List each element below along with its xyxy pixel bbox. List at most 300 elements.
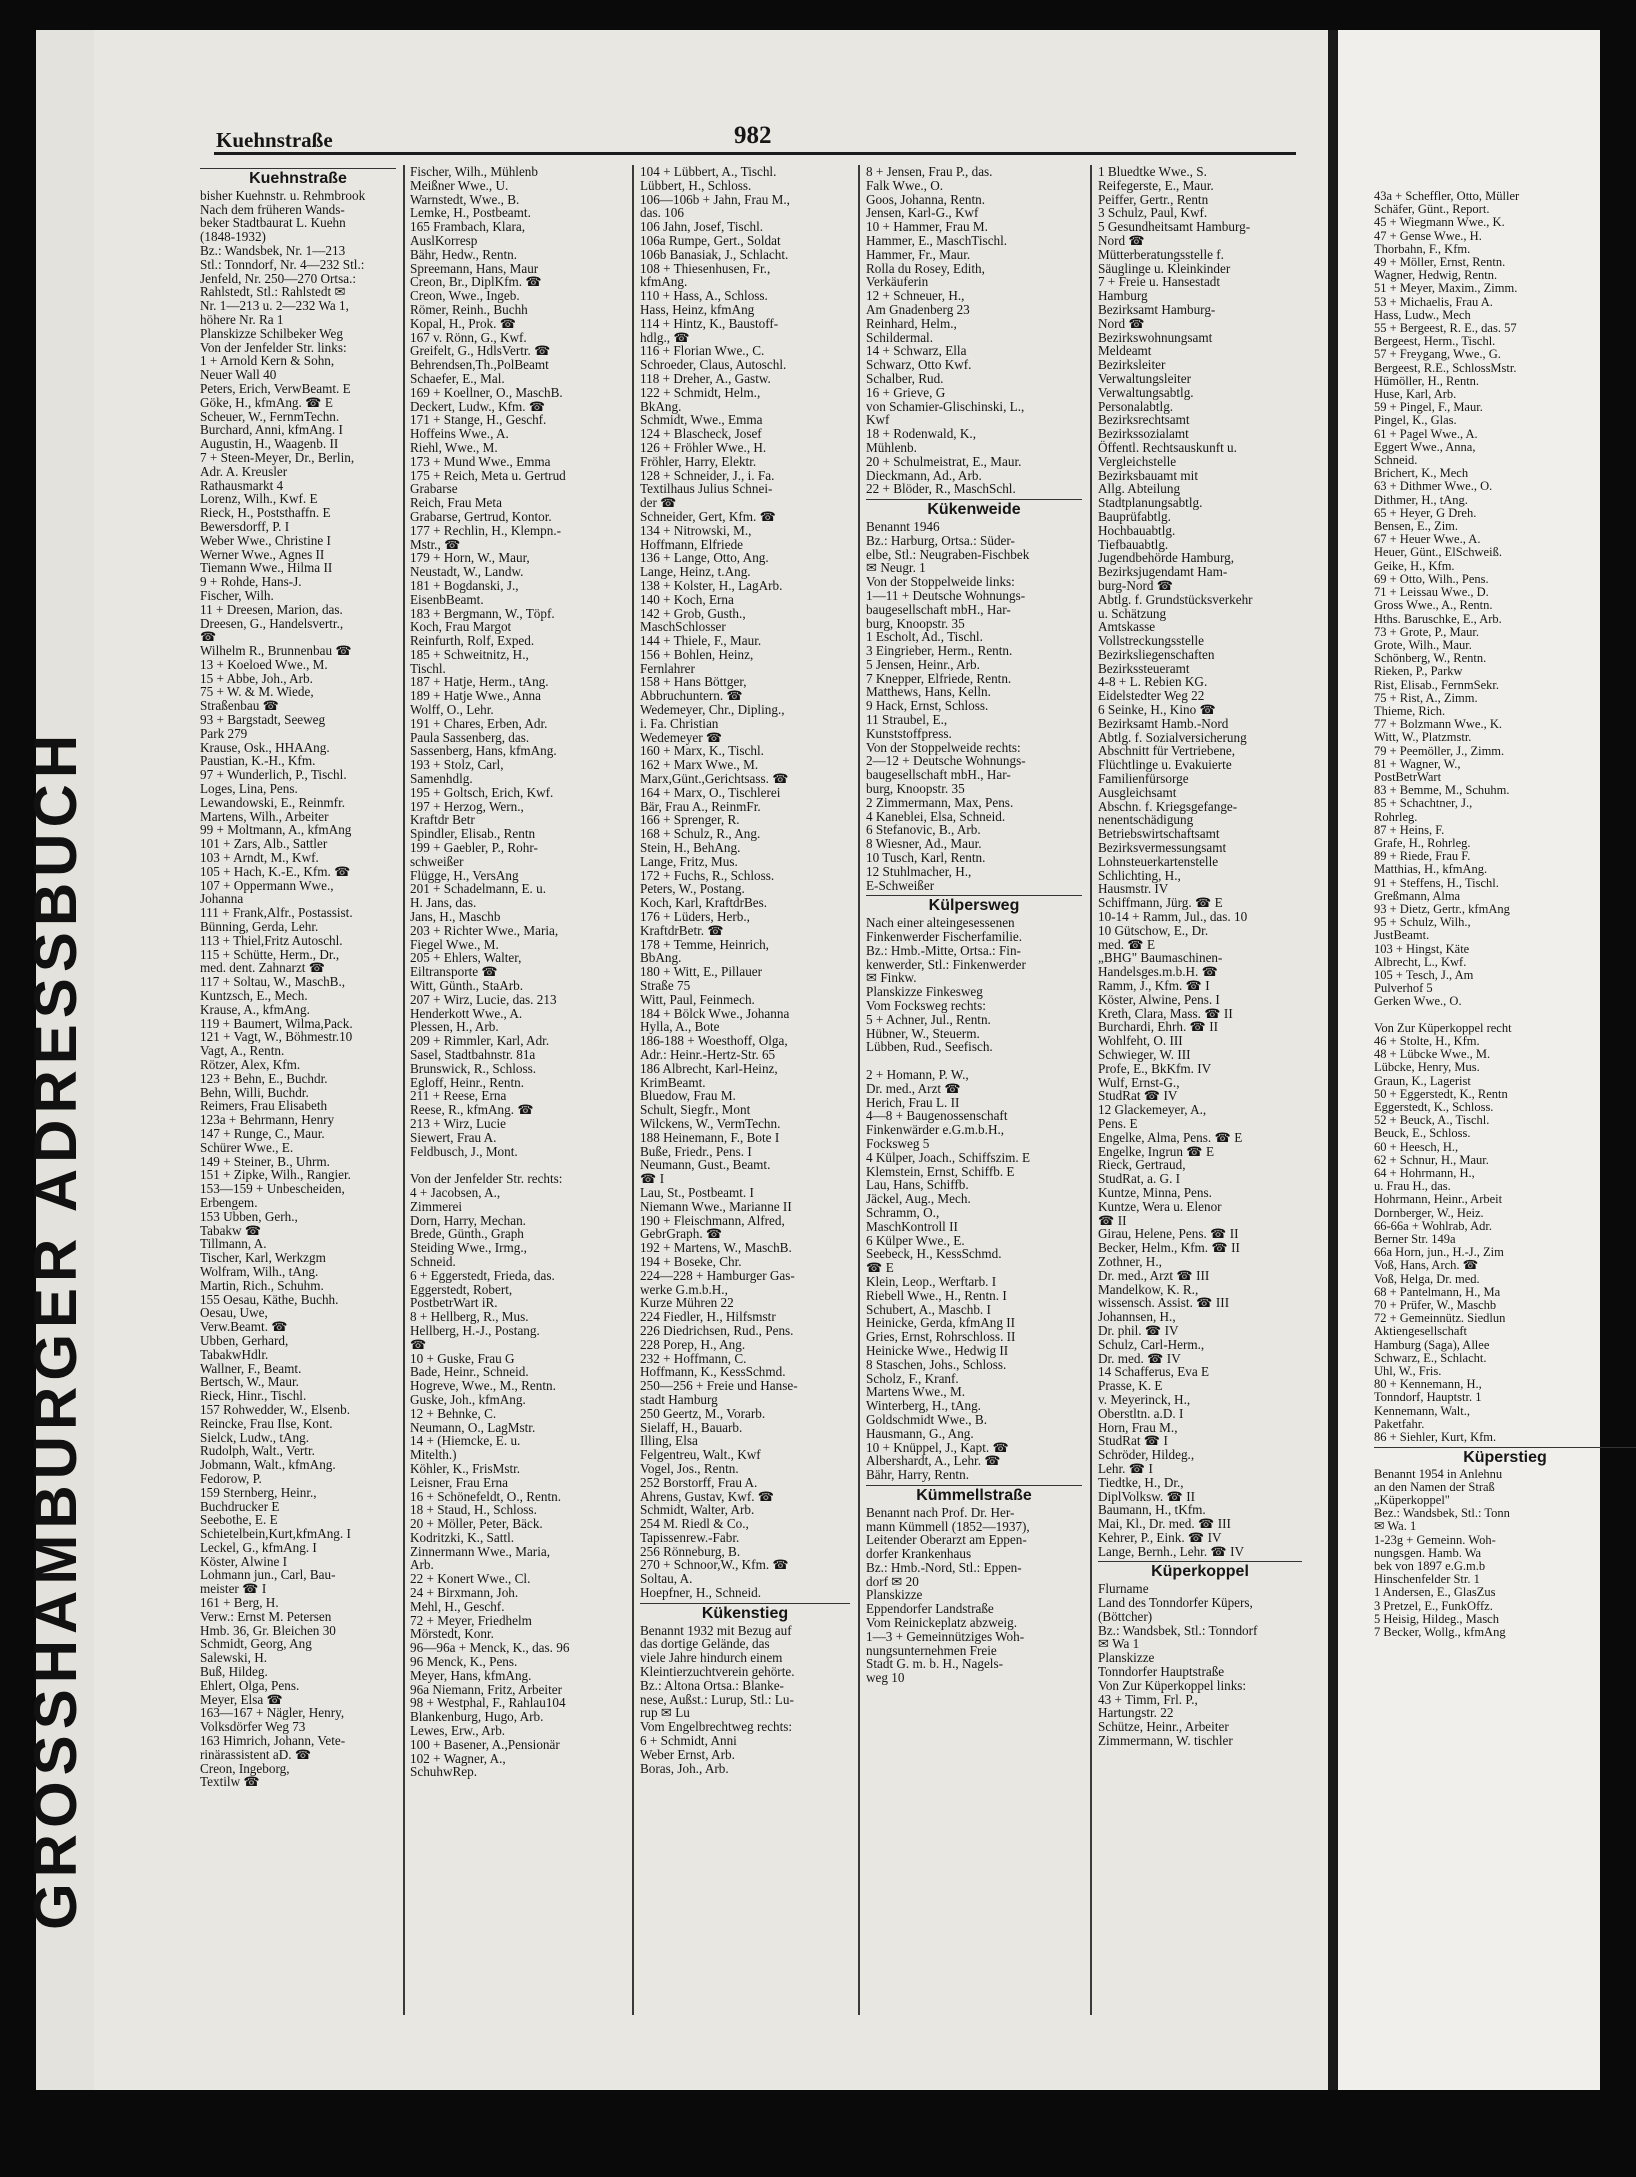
directory-entry: 91 + Steffens, H., Tischl. xyxy=(1374,875,1499,890)
directory-entry: 12 + Behnke, C. xyxy=(410,1405,497,1421)
directory-entry: Neumann, Gust., Beamt. xyxy=(640,1157,771,1173)
directory-entry: 3 Eingrieber, Herm., Rentn. xyxy=(866,643,1013,659)
directory-entry: dorf ✉ 20 xyxy=(866,1573,919,1589)
directory-entry: Schönberg, W., Rentn. xyxy=(1374,651,1487,666)
directory-entry: 57 + Freygang, Wwe., G. xyxy=(1374,347,1501,362)
running-head: Kuehnstraße xyxy=(216,128,333,152)
directory-entry: 153 Ubben, Gerh., xyxy=(200,1208,298,1224)
directory-entry: Tiefbauabtlg. xyxy=(1098,536,1169,552)
directory-entry: dorfer Krankenhaus xyxy=(866,1546,972,1562)
directory-entry: Kunststoffpress. xyxy=(866,725,952,741)
directory-entry: 47 + Gense Wwe., H. xyxy=(1374,228,1482,243)
directory-entry: Leisner, Frau Erna xyxy=(410,1474,508,1490)
directory-entry: Bewersdorff, P. I xyxy=(200,518,290,534)
directory-entry: Schietelbein,Kurt,kfmAng. I xyxy=(200,1526,351,1542)
directory-entry: bisher Kuehnstr. u. Rehmbrook xyxy=(200,187,366,203)
directory-entry: Soltau, A. xyxy=(640,1571,693,1587)
directory-entry: Tonndorfer Hauptstraße xyxy=(1098,1664,1225,1680)
column-rule xyxy=(632,165,634,2015)
directory-entry: 1—11 + Deutsche Wohnungs- xyxy=(866,587,1026,603)
directory-entry: 3 Schulz, Paul, Kwf. xyxy=(1098,205,1208,221)
directory-entry: Von der Stoppelweide rechts: xyxy=(866,739,1021,755)
directory-entry: 169 + Koellner, O., MaschB. xyxy=(410,384,563,400)
directory-entry: Am Gnadenberg 23 xyxy=(866,301,970,317)
directory-entry: Goos, Johanna, Rentn. xyxy=(866,191,986,207)
directory-entry: Pens. E xyxy=(1098,1115,1138,1131)
directory-entry: Schroeder, Claus, Autoschl. xyxy=(640,357,787,373)
directory-entry: Mehl, H., Geschf. xyxy=(410,1598,505,1614)
directory-entry: 157 Rohwedder, W., Elsenb. xyxy=(200,1401,351,1417)
directory-entry: Bz.: Wandsbek, Nr. 1—213 xyxy=(200,242,346,258)
directory-entry: 121 + Vagt, W., Böhmestr.10 xyxy=(200,1029,353,1045)
directory-entry: Planskizze Schilbeker Weg xyxy=(200,325,343,341)
directory-entry: Schubert, A., Maschb. I xyxy=(866,1301,991,1317)
directory-entry: Tiemann Wwe., Hilma II xyxy=(200,560,333,576)
directory-entry: Schmidt, Wwe., Emma xyxy=(640,412,763,428)
directory-entry: u. Frau H., das. xyxy=(1374,1179,1451,1194)
directory-entry: 93 + Bargstadt, Seeweg xyxy=(200,712,326,728)
directory-entry: Becker, Helm., Kfm. ☎ II xyxy=(1098,1240,1240,1256)
directory-entry: 224 Fiedler, H., Hilfsmstr xyxy=(640,1309,776,1325)
directory-entry: Kreth, Clara, Mass. ☎ II xyxy=(1098,1005,1233,1021)
directory-entry: Wedemeyer ☎ xyxy=(640,729,723,745)
directory-entry: 209 + Rimmler, Karl, Adr. xyxy=(410,1033,550,1049)
directory-entry: 70 + Prüfer, W., Maschb xyxy=(1374,1298,1497,1313)
directory-entry: Schult, Siegfr., Mont xyxy=(640,1102,751,1118)
directory-entry: Planskizze xyxy=(1098,1650,1155,1666)
directory-entry: Prasse, K. E xyxy=(1098,1378,1163,1394)
directory-entry: Focksweg 5 xyxy=(866,1135,930,1151)
directory-entry: 3 Pretzel, E., FunkOffz. xyxy=(1374,1598,1493,1613)
directory-entry: beker Stadtbaurat L. Kuehn xyxy=(200,215,346,231)
directory-entry: 187 + Hatje, Herm., tAng. xyxy=(410,674,549,690)
directory-entry: 164 + Marx, O., Tischlerei xyxy=(640,784,781,800)
directory-entry: Fischer, Wilh., Mühlenb xyxy=(410,164,538,179)
directory-entry: Voß, Helga, Dr. med. xyxy=(1374,1271,1480,1286)
directory-entry: Benannt nach Prof. Dr. Her- xyxy=(866,1504,1015,1520)
directory-entry: 4-8 + L. Rebien KG. xyxy=(1098,674,1208,690)
directory-entry: 186 Albrecht, Karl-Heinz, xyxy=(640,1060,778,1076)
directory-entry: Baumann, H., tKfm. xyxy=(1098,1502,1206,1518)
directory-entry: 75 + W. & M. Wiede, xyxy=(200,684,314,700)
directory-entry: stadt Hamburg xyxy=(640,1391,718,1407)
column-3 xyxy=(640,165,850,2045)
directory-entry: 107 + Oppermann Wwe., xyxy=(200,877,334,893)
directory-entry: 270 + Schnoor,W., Kfm. ☎ xyxy=(640,1557,789,1573)
directory-entry: Sasel, Stadtbahnstr. 81a xyxy=(410,1047,536,1062)
directory-entry: Schalber, Rud. xyxy=(866,370,944,386)
page-number: 982 xyxy=(734,122,772,149)
directory-entry: Hamburg xyxy=(1098,288,1148,304)
directory-entry: Rieken, P., Parkw xyxy=(1374,664,1463,679)
directory-entry: Schulz, Carl-Herm., xyxy=(1098,1336,1205,1352)
directory-entry: Seebeck, H., KessSchmd. xyxy=(866,1246,1002,1262)
directory-entry: Lübbert, H., Schloss. xyxy=(640,177,752,193)
street-heading: Külpersweg xyxy=(928,897,1020,915)
directory-entry: Scholz, F., Kranf. xyxy=(866,1370,959,1386)
directory-entry: Jugendbehörde Hamburg, xyxy=(1098,550,1234,566)
directory-entry: höhere Nr. Ra 1 xyxy=(200,311,284,327)
directory-entry: Mitelth.) xyxy=(410,1447,457,1463)
directory-entry: 22 + Blöder, R., MaschSchl. xyxy=(866,481,1016,497)
directory-entry: Hausmann, G., Ang. xyxy=(866,1425,974,1441)
directory-entry: Meldeamt xyxy=(1098,343,1152,359)
directory-entry: Säuglinge u. Kleinkinder xyxy=(1098,260,1231,276)
directory-entry: Graun, K., Lagerist xyxy=(1374,1073,1471,1088)
directory-entry: Thorbahn, F., Kfm. xyxy=(1374,241,1471,256)
directory-entry: 62 + Schnur, H., Maur. xyxy=(1374,1152,1489,1167)
directory-entry: 8 Staschen, Johs., Schloss. xyxy=(866,1356,1007,1372)
directory-entry: Paula Sassenberg, das. xyxy=(410,729,530,745)
directory-entry: 123 + Behn, E., Buchdr. xyxy=(200,1070,328,1086)
directory-entry: Spindler, Elisab., Rentn xyxy=(410,826,536,842)
directory-entry xyxy=(1374,1009,1636,1022)
section-rule xyxy=(866,499,1082,500)
directory-entry: Textilhaus Julius Schnei- xyxy=(640,481,773,497)
directory-entry: Abtlg. f. Grundstücksverkehr xyxy=(1098,591,1253,607)
directory-entry: ✉ Wa. 1 xyxy=(1374,1519,1417,1534)
directory-entry: 55 + Bergeest, R. E., das. 57 xyxy=(1374,321,1517,336)
directory-entry: med. dent. Zahnarzt ☎ xyxy=(200,960,326,976)
directory-entry: 66a Horn, jun., H.-J., Zim xyxy=(1374,1245,1504,1260)
directory-entry: Riehl, Wwe., M. xyxy=(410,439,498,455)
directory-entry: 7 Knepper, Elfriede, Rentn. xyxy=(866,670,1012,686)
directory-entry: Planskizze xyxy=(866,1587,923,1603)
directory-entry: Bade, Heinr., Schneid. xyxy=(410,1364,529,1380)
directory-entry: Goldschmidt Wwe., B. xyxy=(866,1411,987,1427)
directory-entry: 213 + Wirz, Lucie xyxy=(410,1115,507,1131)
directory-entry: Lübben, Rud., Seefisch. xyxy=(866,1039,993,1055)
directory-entry: Bauprüfabtlg. xyxy=(1098,508,1171,524)
directory-entry: Hoffmann, K., KessSchmd. xyxy=(640,1364,786,1380)
directory-entry: Ausgleichsamt xyxy=(1098,784,1177,800)
directory-entry: Paketfahr. xyxy=(1374,1416,1425,1431)
directory-entry: Thieme, Rich. xyxy=(1374,703,1446,718)
directory-entry: 5 Gesundheitsamt Hamburg- xyxy=(1098,219,1251,235)
directory-entry: Hochbauabtlg. xyxy=(1098,522,1176,538)
directory-entry: Buchdrucker E xyxy=(200,1498,280,1514)
directory-entry: Flüchtlinge u. Evakuierte xyxy=(1098,757,1232,773)
directory-entry: Rist, Elisab., FernmSekr. xyxy=(1374,677,1499,692)
directory-entry: 96—96a + Menck, K., das. 96 xyxy=(410,1640,570,1656)
directory-entry: Bez.: Wandsbek, Stl.: Tonn xyxy=(1374,1506,1510,1521)
directory-entry: Schröder, Hildeg., xyxy=(1098,1447,1195,1463)
directory-entry: 50 + Eggerstedt, K., Rentn xyxy=(1374,1086,1508,1101)
directory-entry: 12 Stuhlmacher, H., xyxy=(866,863,972,879)
directory-entry: Dr. phil. ☎ IV xyxy=(1098,1322,1179,1338)
directory-entry: 63 + Dithmer Wwe., O. xyxy=(1374,479,1493,494)
directory-entry: Martens Wwe., M. xyxy=(866,1384,966,1400)
directory-entry: Klemstein, Ernst, Schiffb. E xyxy=(866,1163,1015,1179)
directory-entry: 160 + Marx, K., Tischl. xyxy=(640,743,764,759)
directory-entry: 156 + Bohlen, Heinz, xyxy=(640,646,754,662)
directory-entry: Zimmerei xyxy=(410,1198,462,1214)
directory-entry: 113 + Thiel,Fritz Autoschl. xyxy=(200,932,343,948)
directory-entry: 172 + Fuchs, R., Schloss. xyxy=(640,867,775,883)
directory-entry: Rieck, Gertraud, xyxy=(1098,1157,1186,1173)
directory-entry: 168 + Schulz, R., Ang. xyxy=(640,826,761,842)
directory-entry: Erbengem. xyxy=(200,1194,258,1210)
directory-entry: Sielaff, H., Bauarb. xyxy=(640,1419,743,1435)
directory-entry: Johannsen, H., xyxy=(1098,1309,1176,1325)
directory-entry: 7 + Steen-Meyer, Dr., Berlin, xyxy=(200,449,355,465)
directory-entry: Peters, Erich, VerwBeamt. E xyxy=(200,380,351,396)
directory-entry: 176 + Lüders, Herb., xyxy=(640,909,750,925)
directory-entry: 9 + Rohde, Hans-J. xyxy=(200,574,302,590)
directory-entry: ☎ xyxy=(410,1336,427,1352)
directory-entry: 179 + Horn, W., Maur, xyxy=(410,550,530,566)
directory-entry: Stadt G. m. b. H., Nagels- xyxy=(866,1656,1003,1672)
directory-entry: 67 + Heuer Wwe., A. xyxy=(1374,532,1481,547)
directory-entry: Allg. Abteilung xyxy=(1098,481,1181,497)
directory-entry: 11 + Dreesen, Marion, das. xyxy=(200,601,343,617)
directory-entry: Pulverhof 5 xyxy=(1374,981,1433,996)
directory-entry: Kleintierzuchtverein gehörte. xyxy=(640,1664,795,1680)
directory-entry: 117 + Soltau, W., MaschB., xyxy=(200,974,346,990)
directory-entry: Bähr, Harry, Rentn. xyxy=(866,1467,969,1483)
directory-entry: Hoffeins Wwe., A. xyxy=(410,426,509,442)
directory-entry: 199 + Gaebler, P., Rohr- xyxy=(410,840,538,856)
directory-entry: TabakwHdlr. xyxy=(200,1346,269,1362)
directory-entry: 93 + Dietz, Gertr., kfmAng xyxy=(1374,901,1510,916)
directory-entry: 226 Diedrichsen, Rud., Pens. xyxy=(640,1322,794,1338)
directory-entry: 98 + Westphal, F., Rahlau104 xyxy=(410,1695,566,1711)
directory-entry: Hass, Ludw., Mech xyxy=(1374,307,1471,322)
directory-entry: BkAng. xyxy=(640,398,682,414)
directory-entry: Lange, Heinz, t.Ang. xyxy=(640,564,751,580)
directory-entry: Rohrleg. xyxy=(1374,809,1418,824)
directory-entry: Dorn, Harry, Mechan. xyxy=(410,1212,526,1228)
section-rule xyxy=(1374,1447,1636,1448)
directory-entry: Schramm, O., xyxy=(866,1204,940,1220)
directory-entry: 186-188 + Woesthoff, Olga, xyxy=(640,1033,788,1049)
directory-entry: 193 + Stolz, Carl, xyxy=(410,757,504,773)
directory-entry: Schütze, Heinr., Arbeiter xyxy=(1098,1719,1229,1735)
directory-entry: Bz.: Hmb.-Nord, Stl.: Eppen- xyxy=(866,1559,1022,1575)
directory-entry: ✉ Neugr. 1 xyxy=(866,560,926,576)
directory-entry: StudRat, a. G. I xyxy=(1098,1171,1181,1187)
directory-entry: 71 + Leissau Wwe., D. xyxy=(1374,585,1489,600)
directory-entry: 189 + Hatje Wwe., Anna xyxy=(410,688,541,704)
directory-entry: Spreemann, Hans, Maur xyxy=(410,260,539,276)
directory-entry: Tapissenrew.-Fabr. xyxy=(640,1529,740,1545)
directory-entry: Kopal, H., Prok. ☎ xyxy=(410,315,517,331)
directory-entry: Grabarse xyxy=(410,481,458,497)
directory-entry: mann Kümmell (1852—1937), xyxy=(866,1518,1030,1534)
directory-entry: Abtlg. f. Sozialversicherung xyxy=(1098,729,1247,745)
column-rule xyxy=(858,165,860,2015)
directory-entry: 111 + Frank,Alfr., Postassist. xyxy=(200,905,353,921)
directory-entry: 115 + Schütte, Herm., Dr., xyxy=(200,946,340,962)
directory-entry: SchuhwRep. xyxy=(410,1764,478,1780)
directory-entry: BbAng. xyxy=(640,950,682,966)
directory-entry: Hammer, Fr., Maur. xyxy=(866,246,971,262)
directory-entry: 142 + Grob, Gusth., xyxy=(640,605,746,621)
directory-entry: 12 Glackemeyer, A., xyxy=(1098,1102,1207,1118)
directory-entry: Deckert, Ludw., Kfm. ☎ xyxy=(410,398,546,414)
street-heading: Kükenstieg xyxy=(701,1604,789,1622)
directory-entry: 10 Gütschow, E., Dr. xyxy=(1098,922,1209,938)
street-heading: Kümmellstraße xyxy=(916,1486,1032,1504)
directory-entry: Fischer, Wilh. xyxy=(200,587,274,603)
directory-entry: Hylla, A., Bote xyxy=(640,1019,720,1035)
directory-entry: Boras, Joh., Arb. xyxy=(640,1760,729,1776)
directory-entry: 75 + Rist, A., Zimm. xyxy=(1374,690,1478,705)
directory-entry: Albrecht, L., Kwf. xyxy=(1374,954,1467,969)
directory-entry: Zimmermann, W. tischler xyxy=(1098,1733,1233,1749)
directory-entry: Heinicke Wwe., Hedwig II xyxy=(866,1342,1009,1358)
directory-entry: 128 + Schneider, J., i. Fa. xyxy=(640,467,775,483)
section-rule xyxy=(640,1603,850,1604)
directory-entry: Eggerstedt, K., Schloss. xyxy=(1374,1100,1494,1115)
directory-entry: Oesau, Uwe, xyxy=(200,1305,268,1321)
directory-entry: 163—167 + Nägler, Henry, xyxy=(200,1705,345,1721)
directory-entry: 6 + Schmidt, Anni xyxy=(640,1733,737,1749)
directory-entry: 207 + Wirz, Lucie, das. 213 xyxy=(410,991,557,1007)
directory-entry: 6 Seinke, H., Kino ☎ xyxy=(1098,702,1216,718)
directory-entry: Schwieger, W. III xyxy=(1098,1047,1191,1062)
directory-entry: 161 + Berg, H. xyxy=(200,1595,279,1611)
directory-entry: 158 + Hans Böttger, xyxy=(640,674,747,690)
directory-entry: Jenfeld, Nr. 250—270 Ortsa.: xyxy=(200,270,357,286)
directory-entry: Verw.: Ernst M. Petersen xyxy=(200,1608,332,1624)
directory-entry: Eppendorfer Landstraße xyxy=(866,1601,994,1617)
directory-entry: 8 + Hellberg, R., Mus. xyxy=(410,1309,529,1325)
directory-entry: 163 Himrich, Johann, Vete- xyxy=(200,1733,346,1749)
directory-entry: 108 + Thiesenhusen, Fr., xyxy=(640,260,771,276)
directory-entry: 14 Schafferus, Eva E xyxy=(1098,1364,1210,1380)
directory-entry: 254 M. Riedl & Co., xyxy=(640,1516,749,1532)
directory-entry: Mörstedt, Konr. xyxy=(410,1626,494,1642)
directory-entry: StudRat ☎ IV xyxy=(1098,1088,1178,1104)
column-1 xyxy=(200,165,396,2045)
directory-entry: Samenhdlg. xyxy=(410,771,473,787)
directory-entry: Sielck, Ludw., tAng. xyxy=(200,1429,310,1445)
directory-entry: Bz.: Hmb.-Mitte, Ortsa.: Fin- xyxy=(866,942,1021,958)
directory-entry: Profe, E., BkKfm. IV xyxy=(1098,1060,1212,1076)
directory-entry: Blankenburg, Hugo, Arb. xyxy=(410,1709,544,1725)
directory-entry: Bertsch, W., Maur. xyxy=(200,1374,299,1390)
directory-entry: 191 + Chares, Erben, Adr. xyxy=(410,715,548,731)
directory-entry: 12 + Schneuer, H., xyxy=(866,288,965,304)
header-rule xyxy=(214,152,1296,155)
directory-entry: 195 + Goltsch, Erich, Kwf. xyxy=(410,784,554,800)
directory-entry: 103 + Hingst, Käte xyxy=(1374,941,1470,956)
directory-entry: 4—8 + Baugenossenschaft xyxy=(866,1108,1008,1124)
directory-entry: Herich, Frau L. II xyxy=(866,1094,960,1110)
directory-entry: 192 + Martens, W., MaschB. xyxy=(640,1240,792,1256)
directory-entry: 2 Zimmermann, Max, Pens. xyxy=(866,794,1014,810)
directory-entry: Textilw ☎ xyxy=(200,1774,260,1790)
directory-entry: 162 + Marx Wwe., M. xyxy=(640,757,759,773)
directory-entry: 4 + Jacobsen, A., xyxy=(410,1184,501,1200)
directory-entry: Pingel, K., Glas. xyxy=(1374,413,1457,428)
directory-entry: 167 v. Rönn, G., Kwf. xyxy=(410,329,527,345)
directory-entry: Wilhelm R., Brunnenbau ☎ xyxy=(200,643,352,659)
directory-entry: Reich, Frau Meta xyxy=(410,495,502,511)
directory-entry: Jäckel, Aug., Mech. xyxy=(866,1191,971,1207)
directory-entry: Engelke, Ingrun ☎ E xyxy=(1098,1143,1215,1159)
directory-entry: Nord ☎ xyxy=(1098,315,1145,331)
directory-entry: Witt, Paul, Feinmech. xyxy=(640,991,755,1007)
directory-entry: der ☎ xyxy=(640,495,677,511)
directory-entry: Verw.Beamt. ☎ xyxy=(200,1319,288,1335)
directory-entry: 95 + Schulz, Wilh., xyxy=(1374,915,1471,930)
directory-entry: Uhl, W., Fris. xyxy=(1374,1364,1442,1379)
directory-entry: Straßenbau ☎ xyxy=(200,698,280,714)
directory-entry: nenentschädigung xyxy=(1098,812,1194,828)
directory-entry: 10-14 + Ramm, Jul., das. 10 xyxy=(1098,909,1248,925)
directory-entry: Neustadt, W., Landw. xyxy=(410,564,524,580)
directory-entry: Hoffmann, Elfriede xyxy=(640,536,744,552)
directory-entry: Siewert, Frau A. xyxy=(410,1129,497,1145)
directory-entry: Wallner, F., Beamt. xyxy=(200,1360,302,1376)
directory-entry: Tischer, Karl, Werkzgm xyxy=(200,1250,326,1266)
directory-entry: Göke, H., kfmAng. ☎ E xyxy=(200,394,333,410)
directory-entry: Bz.: Altona Ortsa.: Blanke- xyxy=(640,1677,784,1693)
directory-entry: Felgentreu, Walt., Kwf xyxy=(640,1447,761,1463)
directory-entry: Köhler, K., FrisMstr. xyxy=(410,1460,521,1476)
directory-entry: 46 + Stolte, H., Kfm. xyxy=(1374,1034,1480,1048)
directory-entry: Kuntze, Minna, Pens. xyxy=(1098,1184,1212,1200)
directory-entry: Bezirksleiter xyxy=(1098,357,1166,373)
directory-entry: Reincke, Frau Ilse, Kont. xyxy=(200,1415,333,1431)
directory-entry: 1 Andersen, E., GlasZus xyxy=(1374,1585,1496,1600)
directory-entry: Buß, Hildeg. xyxy=(200,1664,268,1680)
directory-entry: Wulf, Ernst-G., xyxy=(1098,1074,1180,1090)
directory-entry: rup ✉ Lu xyxy=(640,1705,690,1721)
directory-entry: Flügge, H., VersAng xyxy=(410,867,519,883)
directory-entry: 83 + Bemme, M., Schuhm. xyxy=(1374,783,1510,798)
directory-entry: Hausmstr. IV xyxy=(1098,881,1169,897)
directory-entry: Stl.: Tonndorf, Nr. 4—232 Stl.: xyxy=(200,256,365,272)
directory-entry: weg 10 xyxy=(866,1670,905,1686)
directory-entry: Rolla du Rosey, Edith, xyxy=(866,260,985,276)
directory-entry: Bähr, Hedw., Rentn. xyxy=(410,246,518,262)
directory-entry: Krause, Osk., HHAAng. xyxy=(200,739,330,755)
directory-entry: Tillmann, A. xyxy=(200,1236,267,1252)
column-5 xyxy=(1098,165,1302,2045)
directory-entry: Vollstreckungsstelle xyxy=(1098,633,1204,649)
directory-entry xyxy=(410,1158,624,1172)
street-heading: Küperkoppel xyxy=(1151,1563,1249,1581)
directory-entry: Huse, Karl, Arb. xyxy=(1374,387,1457,402)
directory-entry: Verwaltungsleiter xyxy=(1098,370,1192,386)
directory-entry: Falk Wwe., O. xyxy=(866,177,944,193)
directory-entry: ☎ xyxy=(200,629,217,645)
directory-entry: Land des Tonndorfer Küpers, xyxy=(1098,1595,1253,1611)
directory-entry: 97 + Wunderlich, P., Tischl. xyxy=(200,767,347,783)
directory-entry: Kennemann, Walt., xyxy=(1374,1403,1470,1418)
directory-entry: Wolff, O., Lehr. xyxy=(410,702,494,718)
directory-entry: Jensen, Karl-G., Kwf xyxy=(866,205,979,221)
directory-entry: Schwarz, E., Schlacht. xyxy=(1374,1350,1487,1365)
directory-entry: 205 + Ehlers, Walter, xyxy=(410,950,522,966)
directory-entry: werke G.m.b.H., xyxy=(640,1281,728,1297)
directory-entry: Schneider, Gert, Kfm. ☎ xyxy=(640,508,777,524)
directory-entry: Personalabtlg. xyxy=(1098,398,1174,414)
directory-entry: 155 Oesau, Käthe, Buchh. xyxy=(200,1291,339,1307)
directory-entry: Vagt, A., Rentn. xyxy=(200,1043,285,1059)
directory-entry: 106 Jahn, Josef, Tischl. xyxy=(640,219,764,235)
directory-entry: ✉ Wa 1 xyxy=(1098,1636,1140,1652)
directory-entry: Buße, Friedr., Pens. I xyxy=(640,1143,752,1159)
directory-entry: Schneid. xyxy=(410,1253,456,1269)
directory-entry: 188 Heinemann, F., Bote I xyxy=(640,1129,780,1145)
directory-entry: Hellberg, H.-J., Postang. xyxy=(410,1322,540,1338)
directory-entry: Abschnitt für Vertriebene, xyxy=(1098,743,1236,759)
directory-entry: E-Schweißer xyxy=(866,877,935,893)
